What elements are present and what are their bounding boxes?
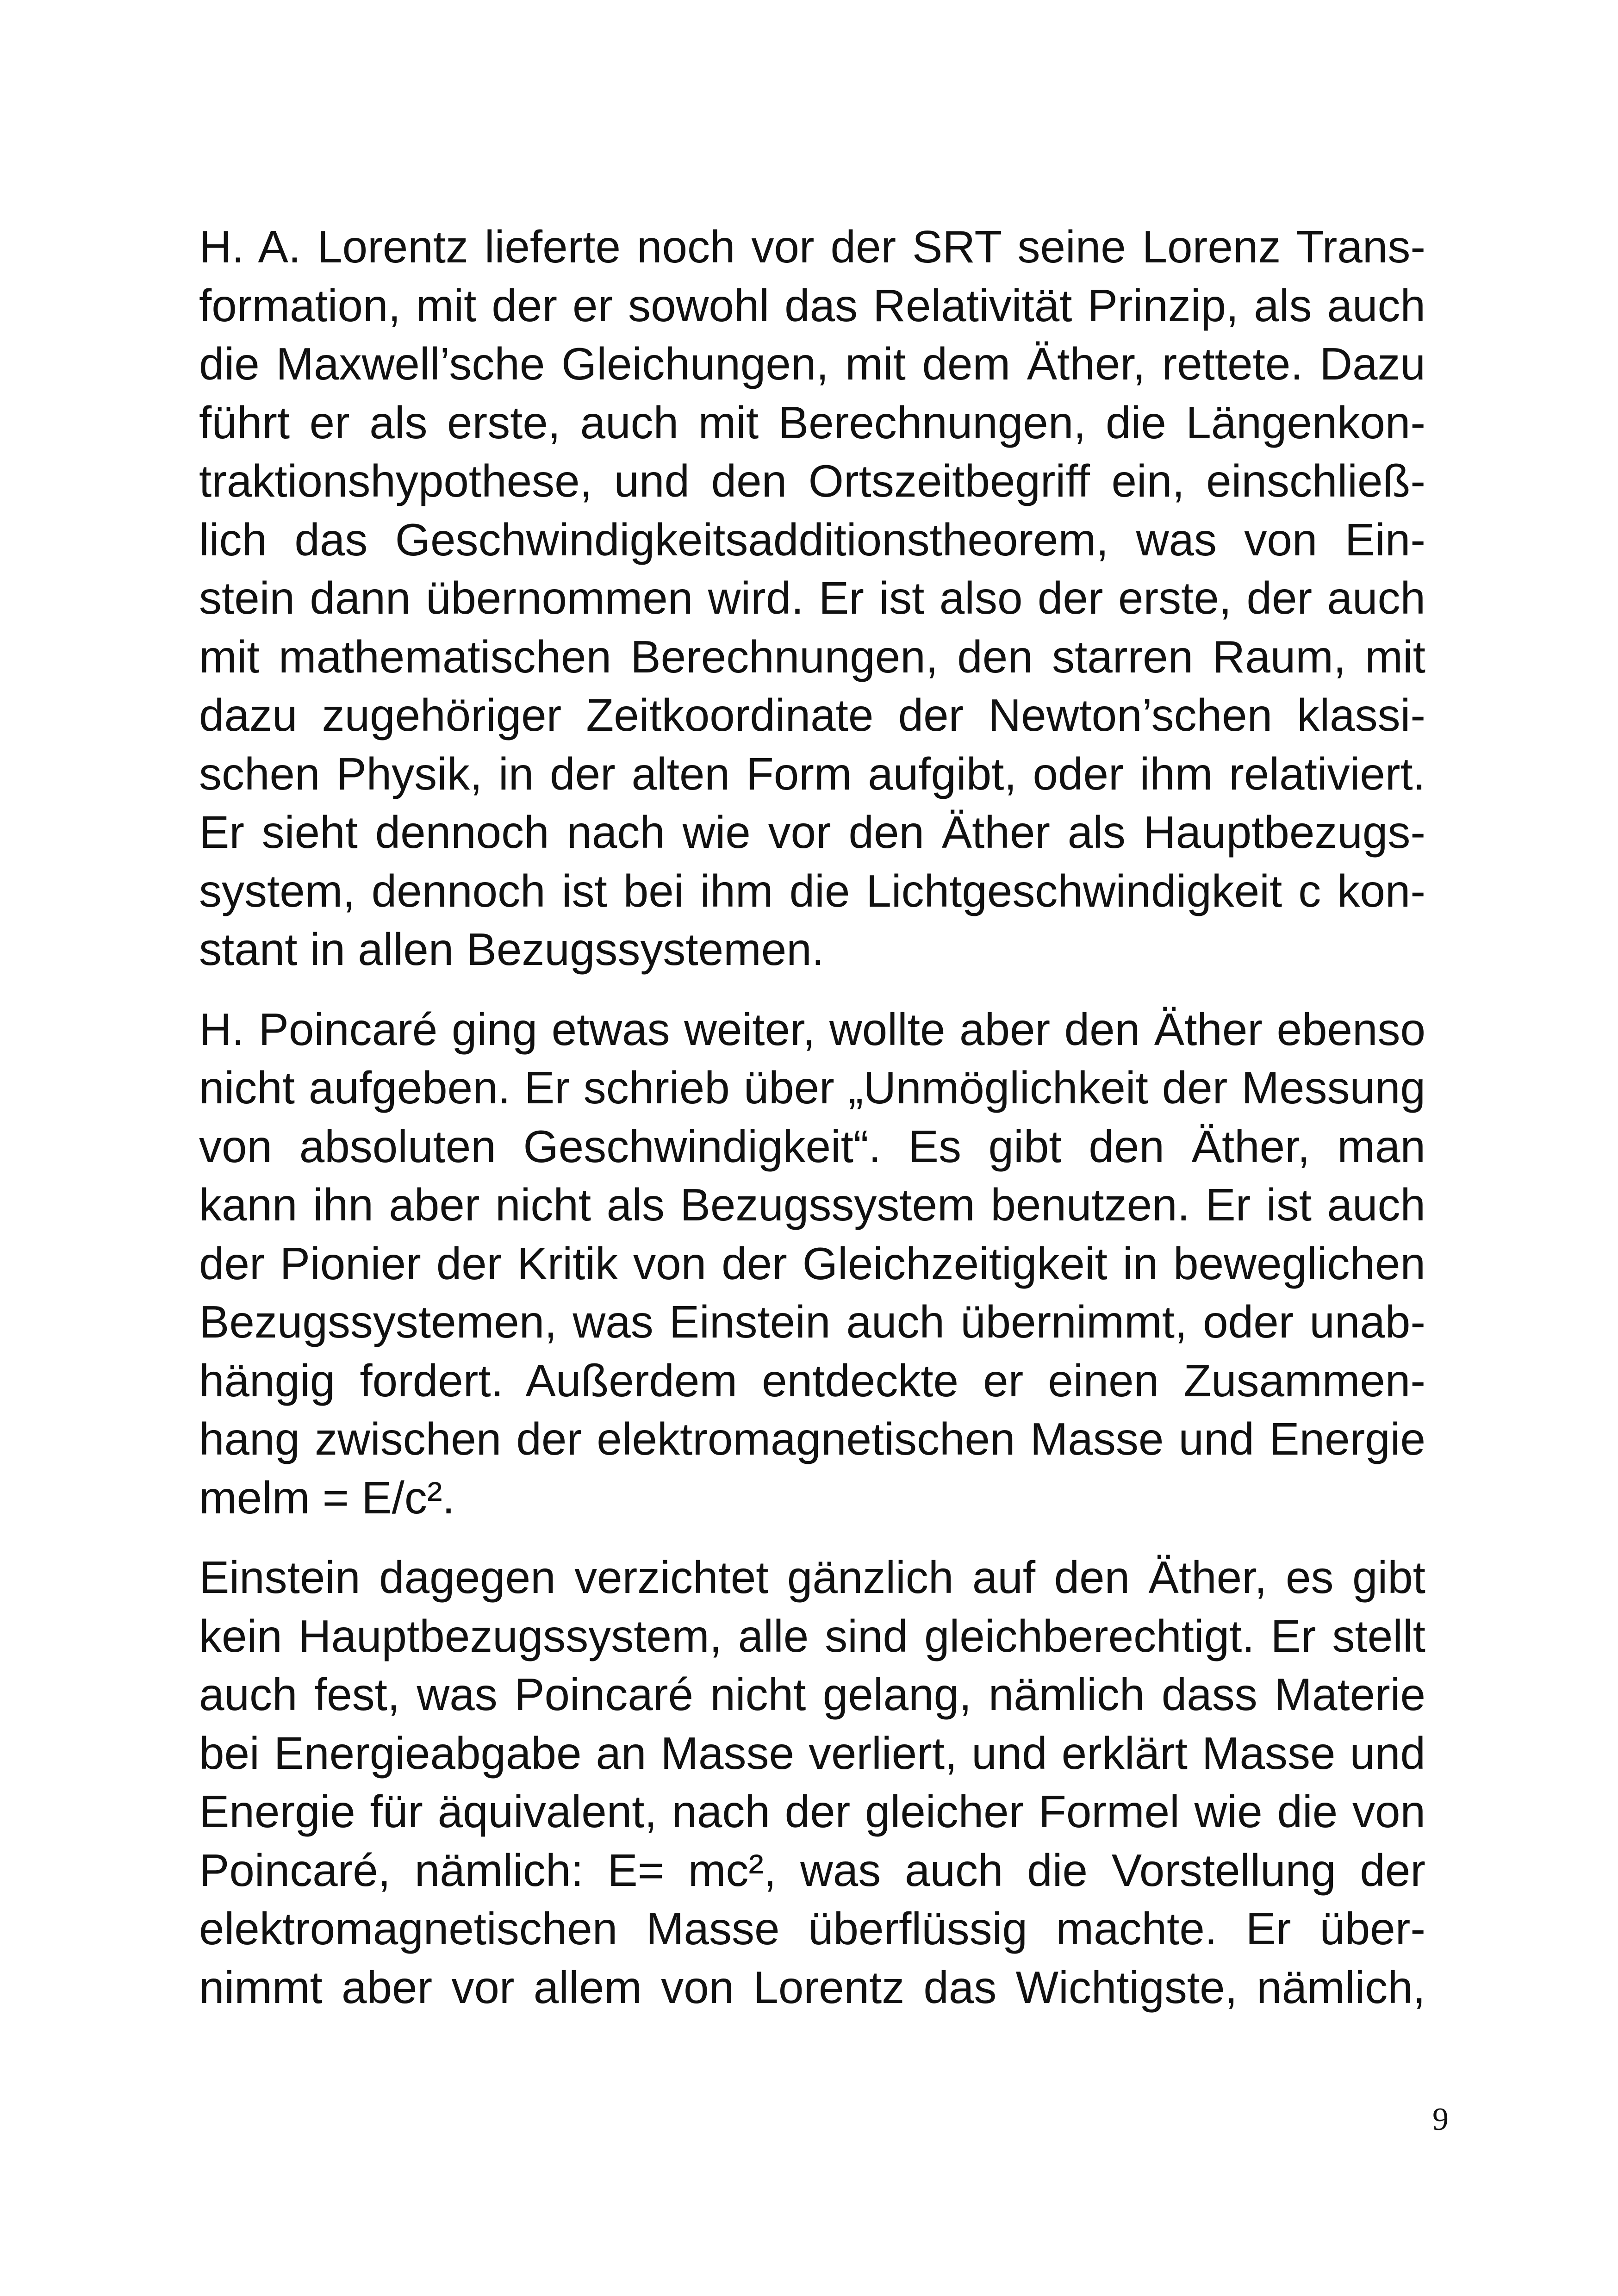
text-line: H. A. Lorentz lieferte noch vor der SRT seine Lorenz Trans- bbox=[199, 221, 1425, 272]
text-line: nimmt aber vor allem von Lorentz das Wichtigste, nämlich, bbox=[199, 1961, 1425, 2013]
text-line: stant in allen Bezugssystemen. bbox=[199, 924, 824, 975]
paragraph-einstein bbox=[199, 1548, 1425, 2016]
text-line: Bezugssystemen, was Einstein auch übernimmt, oder unab- bbox=[199, 1296, 1425, 1347]
body-text bbox=[199, 218, 1425, 2016]
text-line: bei Energieabgabe an Masse verliert, und erklärt Masse und bbox=[199, 1727, 1425, 1779]
paragraph-lorentz bbox=[199, 218, 1425, 979]
paragraph-poincare bbox=[199, 1000, 1425, 1527]
text-line: formation, mit der er sowohl das Relativität Prinzip, als auch bbox=[199, 280, 1425, 331]
text-line: von absoluten Geschwindigkeit“. Es gibt den Äther, man bbox=[199, 1120, 1425, 1172]
text-line: Energie für äquivalent, nach der gleicher Formel wie die von bbox=[199, 1786, 1425, 1837]
text-line: system, dennoch ist bei ihm die Lichtgeschwindigkeit c kon- bbox=[199, 865, 1425, 916]
text-line: hängig fordert. Außerdem entdeckte er einen Zusammen- bbox=[199, 1355, 1425, 1406]
text-line: führt er als erste, auch mit Berechnungen, die Längenkon- bbox=[199, 397, 1425, 448]
text-line: Einstein dagegen verzichtet gänzlich auf den Äther, es gibt bbox=[199, 1552, 1425, 1603]
text-line: stein dann übernommen wird. Er ist also der erste, der auch bbox=[199, 572, 1425, 623]
text-line: die Maxwell’sche Gleichungen, mit dem Äther, rettete. Dazu bbox=[199, 338, 1425, 389]
text-line: elektromagnetischen Masse überflüssig machte. Er über- bbox=[199, 1903, 1425, 1954]
text-line: dazu zugehöriger Zeitkoordinate der Newton’schen klassi- bbox=[199, 690, 1425, 740]
text-line: hang zwischen der elektromagnetischen Masse und Energie bbox=[199, 1413, 1425, 1464]
text-line: Poincaré, nämlich: E= mc², was auch die Vorstellung der bbox=[199, 1844, 1425, 1896]
text-line: kein Hauptbezugssystem, alle sind gleichberechtigt. Er stellt bbox=[199, 1610, 1425, 1661]
text-line: melm = E/c². bbox=[199, 1472, 455, 1523]
text-line: mit mathematischen Berechnungen, den starren Raum, mit bbox=[199, 631, 1425, 682]
text-line: kann ihn aber nicht als Bezugssystem benutzen. Er ist auch bbox=[199, 1179, 1425, 1230]
text-line: lich das Geschwindigkeitsadditionstheorem, was von Ein- bbox=[199, 514, 1425, 565]
text-line: H. Poincaré ging etwas weiter, wollte aber den Äther ebenso bbox=[199, 1003, 1425, 1055]
page-number: 9 bbox=[1432, 2102, 1449, 2137]
text-line: Er sieht dennoch nach wie vor den Äther als Hauptbezugs- bbox=[199, 807, 1425, 858]
text-line: schen Physik, in der alten Form aufgibt, oder ihm relativiert. bbox=[199, 748, 1425, 799]
text-line: auch fest, was Poincaré nicht gelang, nämlich dass Materie bbox=[199, 1669, 1425, 1720]
text-line: traktionshypothese, und den Ortszeitbegriff ein, einschließ- bbox=[199, 455, 1425, 506]
text-line: der Pionier der Kritik von der Gleichzeitigkeit in beweglichen bbox=[199, 1238, 1425, 1289]
text-line: nicht aufgeben. Er schrieb über „Unmöglichkeit der Messung bbox=[199, 1062, 1425, 1113]
